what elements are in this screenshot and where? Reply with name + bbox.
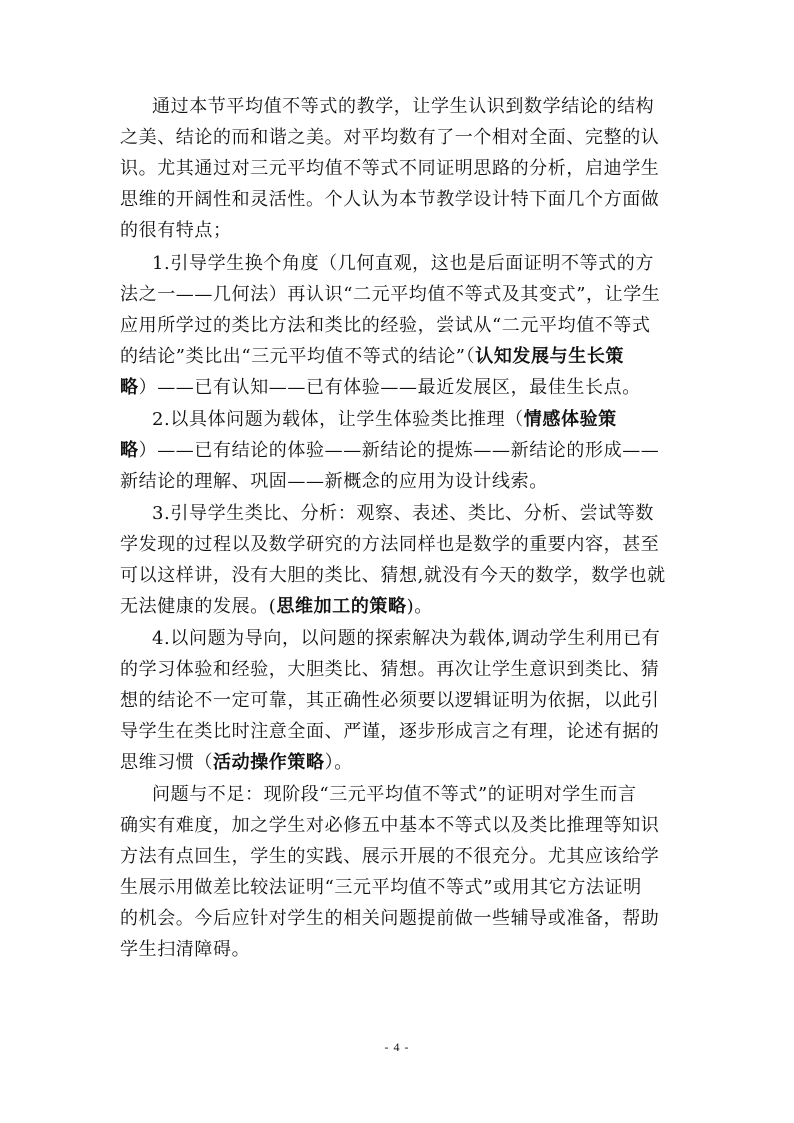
text-line (120, 123, 659, 153)
text-line (120, 311, 651, 341)
text-segment: 应用所学过的类比方法和类比的经验，尝试从“二元平均值不等式 (120, 315, 651, 336)
text-line (152, 624, 660, 654)
text-segment: 导学生在类比时注意全面、严谨，逐步形成言之有理，论述有据的 (120, 721, 660, 742)
text-segment: 学发现的过程以及数学研究的方法同样也是数学的重要内容，甚至 (120, 534, 660, 555)
strategy-label-bold: 认知发展与生长策 (475, 346, 625, 367)
text-line (120, 216, 232, 246)
text-segment: ）——已有结论的体验——新结论的提炼——新结论的形成—— (138, 440, 660, 461)
text-segment: 确实有难度，加之学生对必修五中基本不等式以及类比推理等知识 (120, 815, 660, 836)
strategy-label-bold: 略 (120, 440, 139, 461)
text-line (120, 655, 659, 685)
text-segment: )。 (406, 596, 433, 617)
strategy-label-bold: 略 (120, 377, 139, 398)
text-segment: ）。 (324, 752, 353, 773)
text-segment: 的很有特点； (120, 220, 232, 241)
text-line (120, 154, 659, 184)
text-segment: 可以这样讲，没有大胆的类比、猜想,就没有今天的数学，数学也就 (120, 565, 666, 586)
text-segment: 4.以问题为导向，以问题的探索解决为载体,调动学生利用已有 (152, 628, 661, 649)
text-line (120, 811, 659, 841)
text-segment: 的学习体验和经验，大胆类比、猜想。再次让学生意识到类比、猜 (120, 659, 660, 680)
text-segment: 2.以具体问题为载体，让学生体验类比推理（ (152, 409, 524, 430)
strategy-label-bold: 思维加工的策略 (276, 596, 407, 617)
text-segment: 方法有点回生，学生的实践、展示开展的不很充分。尤其应该给学 (120, 846, 660, 867)
text-line (120, 748, 353, 778)
text-line (120, 935, 250, 965)
text-segment: 学生扫清障碍。 (120, 939, 251, 960)
text-segment: 思维习惯（ (120, 752, 213, 773)
text-line (120, 904, 659, 934)
text-line (120, 842, 659, 872)
text-line (120, 436, 659, 466)
text-line (152, 499, 654, 529)
text-segment: 的机会。今后应针对学生的相关问题提前做一些辅导或准备，帮助 (120, 908, 660, 929)
text-line (152, 405, 617, 435)
text-segment: 无法健康的发展。( (120, 596, 277, 617)
text-line (120, 873, 642, 903)
text-segment: 问题与不足：现阶段“三元平均值不等式”的证明对学生而言 (152, 784, 637, 805)
text-line (120, 342, 624, 372)
text-line (120, 561, 666, 591)
text-segment: 通过本节平均值不等式的教学，让学生认识到数学结论的结构 (152, 96, 655, 117)
text-line (120, 280, 660, 310)
text-segment: 想的结论不一定可靠，其正确性必须要以逻辑证明为依据，以此引 (120, 690, 660, 711)
strategy-label-bold: 情感体验策 (523, 409, 617, 430)
text-segment: 3.引导学生类比、分析：观察、表述、类比、分析、尝试等数 (152, 503, 654, 524)
text-segment: ）——已有认知——已有体验——最近发展区，最佳生长点。 (138, 377, 641, 398)
text-segment: 的结论”类比出“三元平均值不等式的结论”（ (120, 346, 476, 367)
text-line (120, 467, 548, 497)
text-segment: 之美、结论的而和谐之美。对平均数有了一个相对全面、完整的认 (120, 127, 660, 148)
text-segment: 思维的开阔性和灵活性。个人认为本节教学设计特下面几个方面做 (120, 189, 660, 210)
text-line (120, 185, 659, 215)
text-segment: 识。尤其通过对三元平均值不等式不同证明思路的分析，启迪学生 (120, 158, 660, 179)
text-line (120, 717, 659, 747)
text-line (152, 249, 654, 279)
text-line (120, 686, 659, 716)
text-line (152, 780, 637, 810)
text-line (120, 373, 641, 403)
text-line (152, 92, 654, 122)
text-segment: 1.引导学生换个角度（几何直观，这也是后面证明不等式的方 (152, 253, 654, 274)
strategy-label-bold: 活动操作策略 (213, 752, 325, 773)
text-segment: 新结论的理解、巩固——新概念的应用为设计线索。 (120, 471, 548, 492)
text-line (120, 530, 659, 560)
text-line (120, 592, 433, 622)
page-number: - 4 - (384, 1040, 410, 1054)
text-segment: 生展示用做差比较法证明“三元平均值不等式”或用其它方法证明 (120, 877, 642, 898)
text-segment: 法之一——几何法）再认识“二元平均值不等式及其变式”，让学生 (120, 284, 661, 305)
